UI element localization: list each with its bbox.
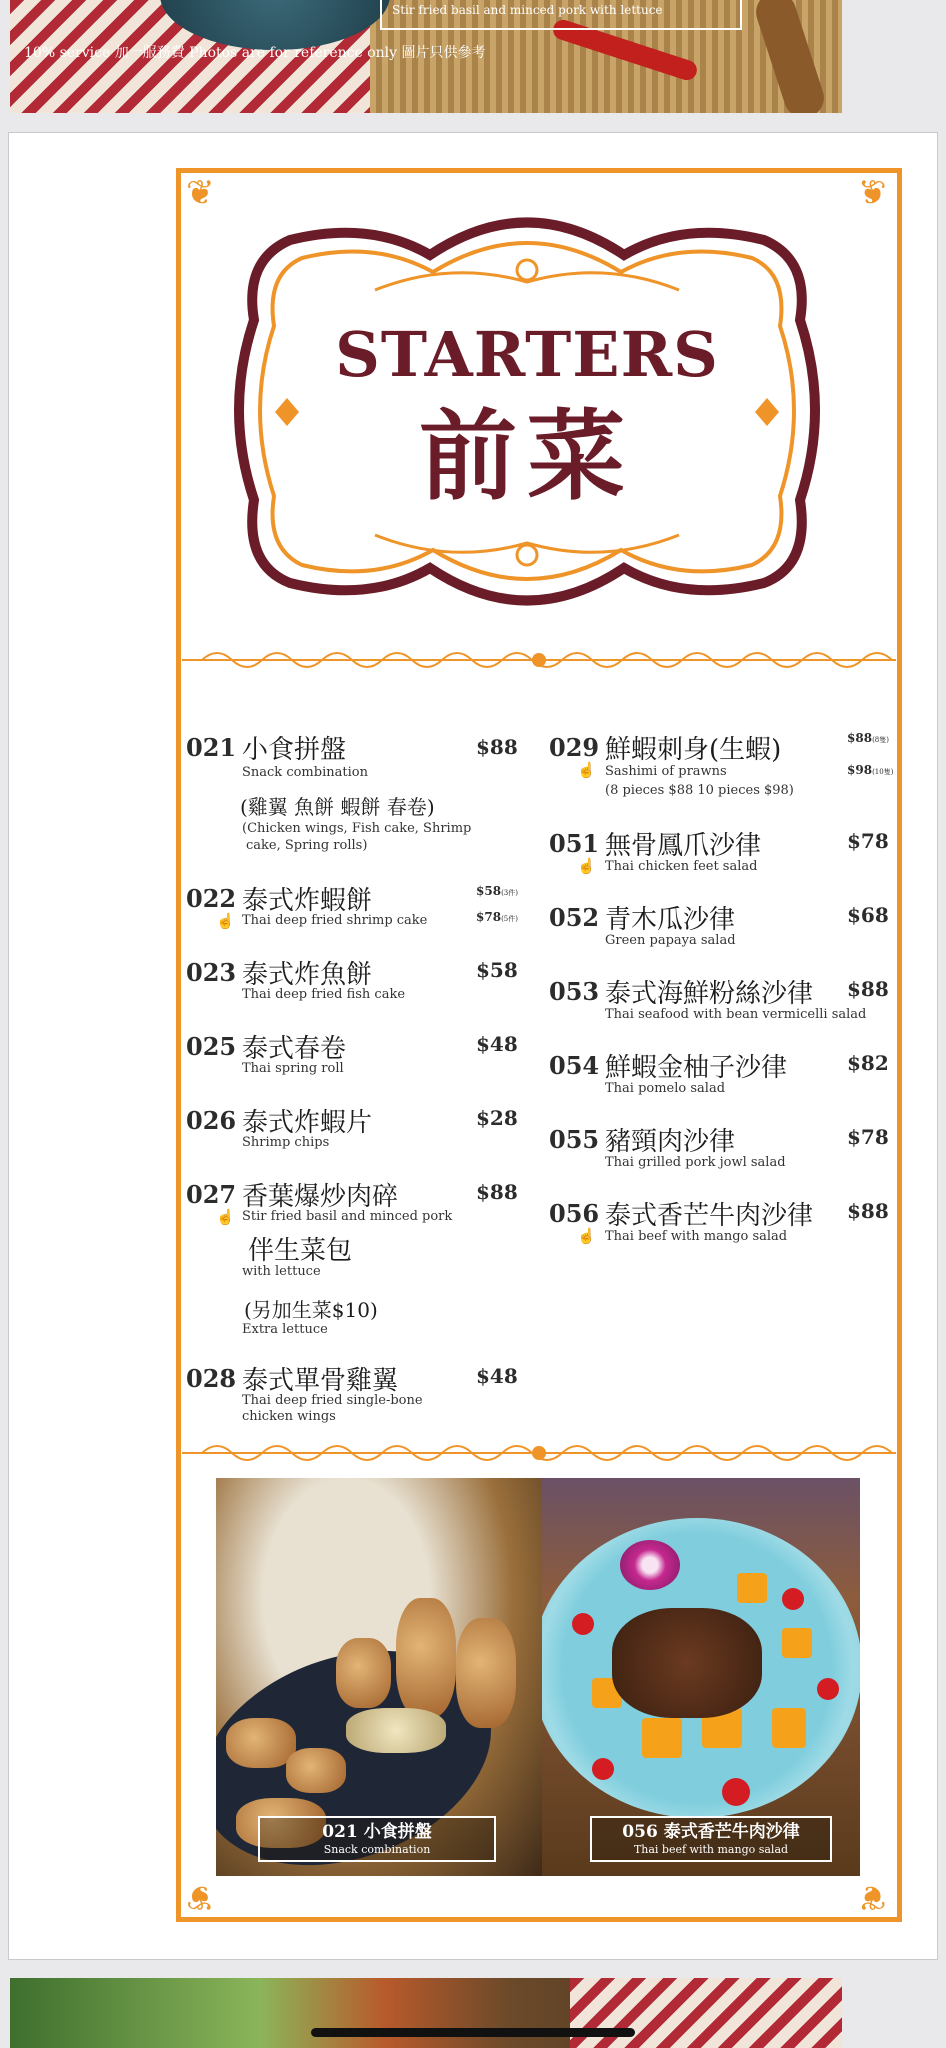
item-name-zh: 泰式海鮮粉絲沙律 — [605, 979, 814, 1009]
corner-ornament-bottom-right: ❦ — [858, 1877, 887, 1917]
item-name-en: Stir fried basil and minced pork — [242, 1209, 453, 1224]
item-number: 051 — [549, 829, 600, 858]
item-number: 029 — [549, 733, 600, 762]
item-price: $28 — [476, 1106, 518, 1130]
item-name-en: Sashimi of prawns — [605, 764, 727, 779]
recommended-hand-icon: ☝ — [216, 1208, 235, 1226]
item-name-en: Thai grilled pork jowl salad — [605, 1155, 786, 1170]
mango-cube — [642, 1718, 682, 1758]
cherry-tomato — [592, 1758, 614, 1780]
cherry-tomato — [572, 1613, 594, 1635]
mango-cube — [737, 1573, 767, 1603]
item-name-zh: 泰式炸蝦餅 — [242, 886, 373, 916]
item-name-en: Thai deep fried shrimp cake — [242, 913, 428, 928]
item-name-zh: 泰式炸魚餅 — [242, 960, 373, 990]
item-name-en: Thai deep fried fish cake — [242, 987, 406, 1002]
home-indicator[interactable] — [311, 2028, 635, 2037]
item-number: 053 — [549, 977, 600, 1006]
service-note: 10% service 加一服務費 Photos are for reference only 圖片只供參考 — [24, 45, 486, 61]
item-price: $82 — [847, 1051, 889, 1075]
item-name-zh: 泰式春卷 — [242, 1034, 347, 1064]
item-number: 021 — [186, 733, 237, 762]
item-number: 055 — [549, 1125, 600, 1154]
item-name-en: Snack combination — [242, 765, 368, 780]
item-name-en-line2: chicken wings — [242, 1409, 336, 1424]
price-value: $78 — [476, 910, 502, 924]
section-title-en: STARTERS — [335, 318, 719, 391]
mango-cube — [782, 1628, 812, 1658]
price-value: $88 — [847, 731, 873, 745]
photo-label-zh: 021 小食拼盤 — [322, 1822, 432, 1842]
item-name-en: Green papaya salad — [605, 933, 736, 948]
item-name-zh: 青木瓜沙律 — [605, 905, 736, 935]
item-name-zh: 泰式炸蝦片 — [242, 1108, 373, 1138]
corner-ornament-bottom-left: ❦ — [186, 1877, 215, 1917]
price-value: $98 — [847, 763, 873, 777]
item-name-zh: 香葉爆炒肉碎 — [242, 1182, 399, 1212]
mango-cube — [772, 1708, 806, 1748]
item-number: 056 — [549, 1199, 600, 1228]
item-price: $48 — [476, 1032, 518, 1056]
item-name-en: Thai spring roll — [242, 1061, 344, 1076]
divider-ornament-top — [182, 645, 896, 675]
item-contents-en-line1: (Chicken wings, Fish cake, Shrimp — [242, 821, 472, 836]
item-name-zh: 泰式單骨雞翼 — [242, 1366, 399, 1396]
item-number: 052 — [549, 903, 600, 932]
item-name-zh: 小食拼盤 — [242, 735, 347, 765]
item-name-zh: 泰式香芒牛肉沙律 — [605, 1201, 814, 1231]
item-contents-en-line2: cake, Spring rolls) — [246, 838, 368, 853]
title-badge — [230, 200, 824, 623]
next-page-photo — [10, 1978, 842, 2048]
item-price-small — [476, 884, 518, 898]
cherry-tomato — [782, 1588, 804, 1610]
recommended-hand-icon: ☝ — [577, 761, 596, 779]
price-qty: (3件) — [501, 889, 518, 897]
orchid-flower — [620, 1540, 680, 1590]
item-number: 028 — [186, 1364, 237, 1393]
item-name-en: Thai seafood with bean vermicelli salad — [605, 1007, 867, 1022]
recommended-hand-icon: ☝ — [577, 1227, 596, 1245]
item-price-small — [847, 731, 889, 745]
cherry-tomato — [722, 1778, 750, 1806]
section-title-zh: 前菜 — [418, 399, 635, 514]
item-name-zh: 無骨鳳爪沙律 — [605, 831, 762, 861]
item-contents-zh: (雞翼 魚餅 蝦餅 春卷) — [240, 795, 435, 819]
item-price: $68 — [847, 903, 889, 927]
recommended-hand-icon: ☝ — [577, 857, 596, 875]
item-name-zh: 豬頸肉沙律 — [605, 1127, 736, 1157]
beef-slices — [612, 1608, 762, 1718]
divider-ornament-bottom — [182, 1438, 896, 1468]
item-price-large — [476, 910, 518, 924]
corner-ornament-top-left: ❦ — [186, 173, 215, 213]
item-name-zh-line2: 伴生菜包 — [248, 1236, 353, 1266]
item-number: 054 — [549, 1051, 600, 1080]
photo-label-snack — [258, 1816, 496, 1862]
item-name-en: Thai pomelo salad — [605, 1081, 726, 1096]
price-qty: (8隻) — [872, 736, 889, 744]
chicken-wing — [456, 1618, 516, 1728]
item-pieces-en: (8 pieces $88 10 pieces $98) — [605, 783, 794, 798]
item-name-en: Thai beef with mango salad — [605, 1229, 788, 1244]
item-price: $78 — [847, 1125, 889, 1149]
chicken-wing — [396, 1598, 456, 1718]
previous-photo-caption: Stir fried basil and minced pork with lettuce — [392, 3, 663, 17]
photo-label-salad — [590, 1816, 832, 1862]
item-name-en: Thai chicken feet salad — [605, 859, 758, 874]
item-price: $48 — [476, 1364, 518, 1388]
price-value: $58 — [476, 884, 502, 898]
item-number: 022 — [186, 884, 237, 913]
item-name-en-line2: with lettuce — [242, 1264, 321, 1279]
item-price: $88 — [476, 735, 518, 759]
item-name-zh: 鮮蝦刺身(生蝦) — [605, 735, 782, 765]
corner-ornament-top-right: ❦ — [858, 173, 887, 213]
item-price: $78 — [847, 829, 889, 853]
item-number: 025 — [186, 1032, 237, 1061]
recommended-hand-icon: ☝ — [216, 912, 235, 930]
item-price-large — [847, 763, 893, 777]
item-price: $58 — [476, 958, 518, 982]
price-qty: (5件) — [501, 915, 518, 923]
item-number: 026 — [186, 1106, 237, 1135]
cherry-tomato — [817, 1678, 839, 1700]
item-price: $88 — [847, 1199, 889, 1223]
item-price: $88 — [847, 977, 889, 1001]
item-name-zh: 鮮蝦金柚子沙律 — [605, 1053, 788, 1083]
item-number: 023 — [186, 958, 237, 987]
spring-roll — [346, 1708, 446, 1753]
shrimp-cake — [336, 1638, 391, 1708]
photo-label-zh: 056 泰式香芒牛肉沙律 — [622, 1822, 800, 1842]
wooden-spoon — [751, 0, 829, 113]
item-number: 027 — [186, 1180, 237, 1209]
fish-cake — [226, 1718, 296, 1768]
photo-label-en: Snack combination — [323, 1843, 431, 1856]
price-qty: (10隻) — [872, 768, 894, 776]
item-name-en: Thai deep fried single-bone — [242, 1393, 423, 1408]
fish-cake — [286, 1748, 346, 1793]
photo-label-en: Thai beef with mango salad — [633, 1843, 789, 1856]
item-name-en: Shrimp chips — [242, 1135, 330, 1150]
item-price: $88 — [476, 1180, 518, 1204]
item-extra-en: Extra lettuce — [242, 1322, 328, 1337]
item-extra-zh: (另加生菜$10) — [244, 1298, 378, 1322]
